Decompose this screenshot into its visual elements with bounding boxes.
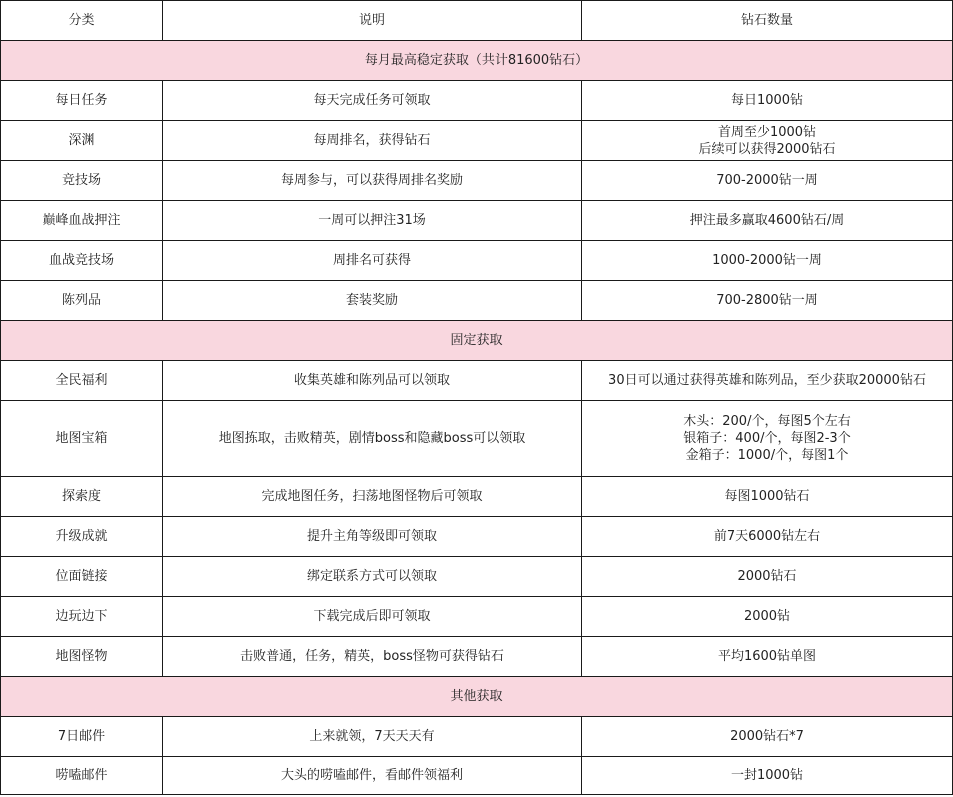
amount-cell: 700-2800钻一周 xyxy=(582,281,953,321)
category-cell: 地图怪物 xyxy=(1,637,163,677)
amount-cell: 1000-2000钻一周 xyxy=(582,241,953,281)
table-row xyxy=(1,401,953,477)
table-row xyxy=(1,161,953,201)
description-cell: 套装奖励 xyxy=(163,281,582,321)
amount-cell: 2000钻石*7 xyxy=(582,717,953,757)
table-row xyxy=(1,477,953,517)
amount-line: 银箱子：400/个，每图2-3个 xyxy=(683,431,851,446)
header-diamond-amount: 钻石数量 xyxy=(582,1,953,41)
description-cell: 周排名可获得 xyxy=(163,241,582,281)
section-title: 其他获取 xyxy=(1,677,953,717)
amount-line: 木头：200/个，每图5个左右 xyxy=(683,414,851,429)
description-cell: 一周可以押注31场 xyxy=(163,201,582,241)
category-cell: 位面链接 xyxy=(1,557,163,597)
description-cell: 击败普通，任务，精英，boss怪物可获得钻石 xyxy=(163,637,582,677)
amount-line: 首周至少1000钻 xyxy=(717,124,817,140)
table-row xyxy=(1,201,953,241)
section-row-monthly xyxy=(1,41,953,81)
category-cell: 每日任务 xyxy=(1,81,163,121)
description-cell: 收集英雄和陈列品可以领取 xyxy=(163,361,582,401)
amount-cell: 押注最多赢取4600钻石/周 xyxy=(582,201,953,241)
amount-line: 后续可以获得2000钻石 xyxy=(698,141,836,157)
category-cell: 全民福利 xyxy=(1,361,163,401)
amount-cell: 一封1000钻 xyxy=(582,757,953,795)
amount-cell: 每图1000钻石 xyxy=(582,477,953,517)
description-cell: 每天完成任务可领取 xyxy=(163,81,582,121)
amount-cell xyxy=(582,401,953,477)
header-description: 说明 xyxy=(163,1,582,41)
amount-cell xyxy=(582,121,953,161)
description-cell: 上来就领，7天天天有 xyxy=(163,717,582,757)
category-cell: 巅峰血战押注 xyxy=(1,201,163,241)
table-row xyxy=(1,81,953,121)
description-cell: 大头的唠嗑邮件，看邮件领福利 xyxy=(163,757,582,795)
amount-cell: 30日可以通过获得英雄和陈列品，至少获取20000钻石 xyxy=(582,361,953,401)
table-row xyxy=(1,241,953,281)
category-cell: 唠嗑邮件 xyxy=(1,757,163,795)
table-row xyxy=(1,121,953,161)
amount-cell: 2000钻 xyxy=(582,597,953,637)
description-cell: 地图拣取，击败精英，剧情boss和隐藏boss可以领取 xyxy=(163,401,582,477)
category-cell: 升级成就 xyxy=(1,517,163,557)
amount-cell: 平均1600钻单图 xyxy=(582,637,953,677)
table-row xyxy=(1,281,953,321)
header-category: 分类 xyxy=(1,1,163,41)
category-cell: 血战竞技场 xyxy=(1,241,163,281)
description-cell: 完成地图任务，扫荡地图怪物后可领取 xyxy=(163,477,582,517)
description-cell: 下载完成后即可领取 xyxy=(163,597,582,637)
header-row xyxy=(1,1,953,41)
table-row xyxy=(1,597,953,637)
description-cell: 每周排名，获得钻石 xyxy=(163,121,582,161)
category-cell: 深渊 xyxy=(1,121,163,161)
amount-cell: 700-2000钻一周 xyxy=(582,161,953,201)
description-cell: 绑定联系方式可以领取 xyxy=(163,557,582,597)
table-row xyxy=(1,361,953,401)
category-cell: 地图宝箱 xyxy=(1,401,163,477)
description-cell: 每周参与，可以获得周排名奖励 xyxy=(163,161,582,201)
table-row xyxy=(1,637,953,677)
section-title: 每月最高稳定获取（共计81600钻石） xyxy=(1,41,953,81)
table-row xyxy=(1,557,953,597)
table-row xyxy=(1,517,953,557)
section-title: 固定获取 xyxy=(1,321,953,361)
table-row xyxy=(1,757,953,795)
table-row xyxy=(1,717,953,757)
amount-line: 金箱子：1000/个，每图1个 xyxy=(685,448,849,463)
category-cell: 竞技场 xyxy=(1,161,163,201)
category-cell: 边玩边下 xyxy=(1,597,163,637)
category-cell: 探索度 xyxy=(1,477,163,517)
description-cell: 提升主角等级即可领取 xyxy=(163,517,582,557)
category-cell: 陈列品 xyxy=(1,281,163,321)
amount-cell: 2000钻石 xyxy=(582,557,953,597)
section-row-fixed xyxy=(1,321,953,361)
category-cell: 7日邮件 xyxy=(1,717,163,757)
amount-cell: 每日1000钻 xyxy=(582,81,953,121)
amount-cell: 前7天6000钻左右 xyxy=(582,517,953,557)
section-row-other xyxy=(1,677,953,717)
